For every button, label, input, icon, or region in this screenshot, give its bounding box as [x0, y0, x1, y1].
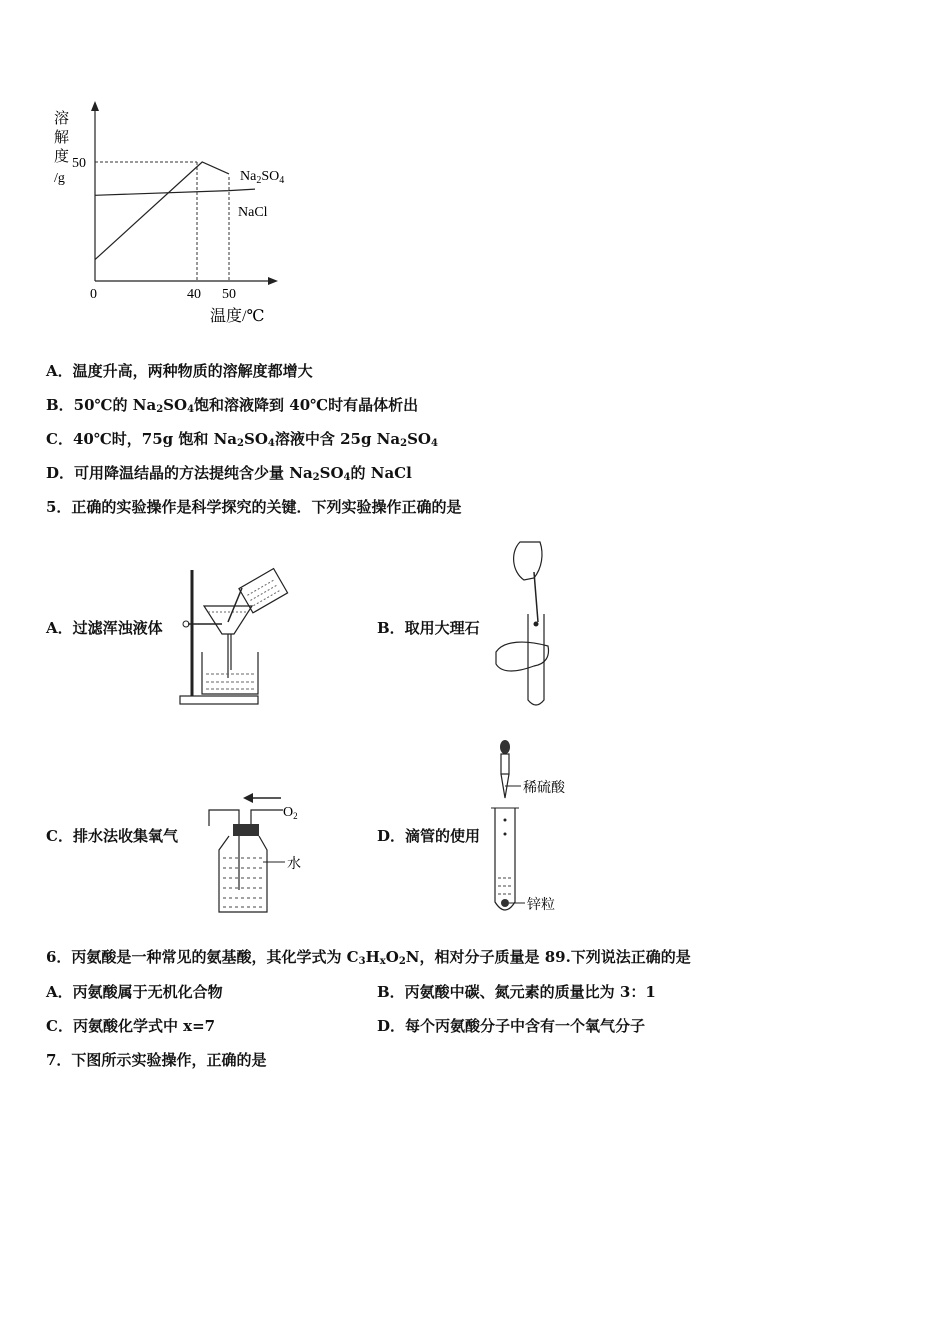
water-label: 水 [287, 857, 301, 872]
marble-test-tube-figure [490, 532, 570, 712]
y-axis-label-4: /g [54, 171, 65, 186]
q5-stem: 5．正确的实验操作是科学探究的关键．下列实验操作正确的是 [46, 498, 462, 516]
q6-stem: 6．丙氨酸是一种常见的氨基酸，其化学式为 $C_3H_xO_2N$，相对分子质量是 89.下列说法正确的是 [46, 948, 691, 967]
q6-option-b: B．丙氨酸中碳、氮元素的质量比为 3：1 [377, 983, 656, 1001]
zinc-label: 锌粒 [527, 898, 555, 913]
x-axis-label: 温度/℃ [210, 308, 265, 325]
q6-option-d: D．每个丙氨酸分子中含有一个氧气分子 [377, 1017, 646, 1035]
q4-option-b: B．50℃的 $Na_2SO_4$饱和溶液降到 40℃时有晶体析出 [46, 396, 419, 415]
water-displacement-figure [205, 780, 315, 916]
solubility-chart [40, 95, 320, 335]
legend-na2so4: $Na_2SO_4$ [240, 169, 285, 186]
acid-label: 稀硫酸 [523, 781, 565, 796]
q6-option-c: C．丙氨酸化学式中 x=7 [46, 1017, 216, 1035]
q7-stem: 7．下图所示实验操作，正确的是 [46, 1051, 267, 1069]
y-axis-label-3: 度 [54, 149, 70, 165]
y-axis-label-1: 溶 [54, 111, 70, 127]
series-nacl-line [95, 189, 255, 195]
q5-option-c: C．排水法收集氧气 [46, 827, 178, 845]
x-tick-40: 40 [187, 287, 201, 302]
q5-option-b: B．取用大理石 [377, 619, 480, 637]
q4-option-a: A．温度升高，两种物质的溶解度都增大 [46, 362, 313, 380]
dropper-figure [485, 738, 585, 920]
y-axis-label-2: 解 [54, 130, 70, 146]
q5-option-a: A．过滤浑浊液体 [46, 619, 163, 637]
x-tick-50: 50 [222, 287, 236, 302]
series-na2so4-line [95, 162, 229, 260]
x-axis-arrow [268, 277, 278, 285]
q5-option-d: D．滴管的使用 [377, 827, 481, 845]
x-tick-0: 0 [90, 287, 97, 302]
y-tick-50: 50 [72, 156, 86, 171]
q4-option-c: C．40℃时，75g 饱和 $Na_2SO_4$溶液中含 25g $Na_2SO_4$ [46, 430, 438, 449]
y-axis-arrow [91, 101, 99, 111]
q4-option-d: D．可用降温结晶的方法提纯含少量 $Na_2SO_4$的 NaCl [46, 464, 412, 483]
filtration-figure [172, 558, 292, 710]
legend-nacl: NaCl [238, 205, 268, 220]
q6-option-a: A．丙氨酸属于无机化合物 [46, 983, 223, 1001]
o2-label: $O_2$ [283, 805, 298, 821]
